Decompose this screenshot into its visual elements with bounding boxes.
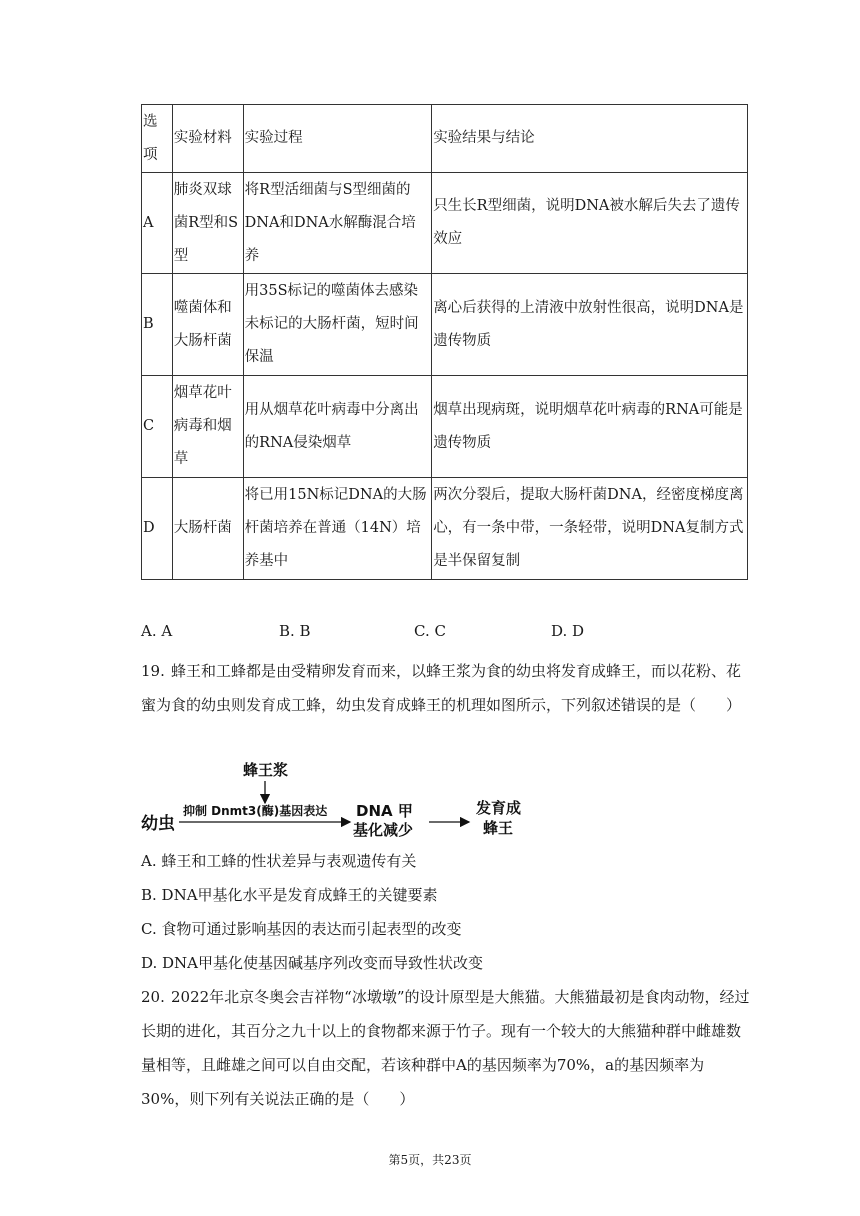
table-row xyxy=(142,173,748,274)
q20-stem xyxy=(141,980,751,1116)
inhibit-label: 抑制 Dnmt3(酶)基因表达 xyxy=(183,804,328,818)
table-row xyxy=(142,274,748,376)
row-process: 将已用15N标记DNA的大肠杆菌培养在普通（14N）培养基中 xyxy=(243,478,432,580)
header-result: 实验结果与结论 xyxy=(432,105,748,173)
header-process: 实验过程 xyxy=(243,105,432,173)
row-option: B xyxy=(142,274,173,376)
row-result: 只生长R型细菌，说明DNA被水解后失去了遗传效应 xyxy=(432,173,748,274)
table-header-row xyxy=(142,105,748,173)
queen-line2: 蜂王 xyxy=(483,819,514,837)
larva-label: 幼虫 xyxy=(141,814,175,834)
q18-option-c[interactable]: C. C xyxy=(414,622,446,640)
header-option: 选项 xyxy=(142,105,173,173)
q18-option-a[interactable]: A. A xyxy=(141,622,173,640)
q19-stem xyxy=(141,654,751,722)
table-row xyxy=(142,376,748,478)
header-material: 实验材料 xyxy=(172,105,243,173)
q18-option-d[interactable]: D. D xyxy=(551,622,585,640)
row-process: 用35S标记的噬菌体去感染未标记的大肠杆菌，短时间保温 xyxy=(243,274,432,376)
row-result: 两次分裂后，提取大肠杆菌DNA，经密度梯度离心，有一条中带，一条轻带，说明DNA复制方式是半保留复制 xyxy=(432,478,748,580)
experiment-table xyxy=(141,104,748,580)
q19-choice-c[interactable]: C. 食物可通过影响基因的表达而引起表型的改变 xyxy=(141,920,462,938)
row-result: 烟草出现病斑，说明烟草花叶病毒的RNA可能是遗传物质 xyxy=(432,376,748,478)
page-footer: 第5页，共23页 xyxy=(388,1153,472,1167)
row-material: 肺炎双球菌R型和S型 xyxy=(172,173,243,274)
q19-choice-a[interactable]: A. 蜂王和工蜂的性状差异与表观遗传有关 xyxy=(141,852,417,870)
q19-choice-b[interactable]: B. DNA甲基化水平是发育成蜂王的关键要素 xyxy=(141,886,438,904)
row-result: 离心后获得的上清液中放射性很高，说明DNA是遗传物质 xyxy=(432,274,748,376)
row-option: D xyxy=(142,478,173,580)
q19-text: 蜂王和工蜂都是由受精卵发育而来，以蜂王浆为食的幼虫将发育成蜂王，而以花粉、花蜜为食的幼虫则发育成工蜂，幼虫发育成蜂王的机理如图所示，下列叙述错误的是（ ） xyxy=(141,662,742,714)
table-row xyxy=(142,478,748,580)
row-process: 将R型活细菌与S型细菌的DNA和DNA水解酶混合培养 xyxy=(243,173,432,274)
queen-line1: 发育成 xyxy=(476,799,522,817)
methylation-line2: 基化减少 xyxy=(353,821,414,839)
q18-option-b[interactable]: B. B xyxy=(279,622,311,640)
row-process: 用从烟草花叶病毒中分离出的RNA侵染烟草 xyxy=(243,376,432,478)
row-material: 大肠杆菌 xyxy=(172,478,243,580)
methylation-line1: DNA 甲 xyxy=(356,802,413,820)
q20-number: 20. xyxy=(141,988,165,1006)
q20-text: 2022年北京冬奥会吉祥物“冰墩墩”的设计原型是大熊猫。大熊猫最初是食肉动物，经过长期的进化，其百分之九十以上的食物都来源于竹子。现有一个较大的大熊猫种群中雌雄数量相等，且雌雄之间可以自由交配，若该种群中A的基因频率为70%，a的基因频率为30%，则下列有关说法正确的是（ ） xyxy=(141,988,750,1108)
q19-choice-d[interactable]: D. DNA甲基化使基因碱基序列改变而导致性状改变 xyxy=(141,954,484,972)
q19-number: 19. xyxy=(141,662,165,680)
row-option: A xyxy=(142,173,173,274)
royal-jelly-label: 蜂王浆 xyxy=(243,761,289,779)
q19-mechanism-figure xyxy=(139,756,539,840)
row-material: 噬菌体和大肠杆菌 xyxy=(172,274,243,376)
row-option: C xyxy=(142,376,173,478)
q18-options xyxy=(141,622,751,646)
row-material: 烟草花叶病毒和烟草 xyxy=(172,376,243,478)
